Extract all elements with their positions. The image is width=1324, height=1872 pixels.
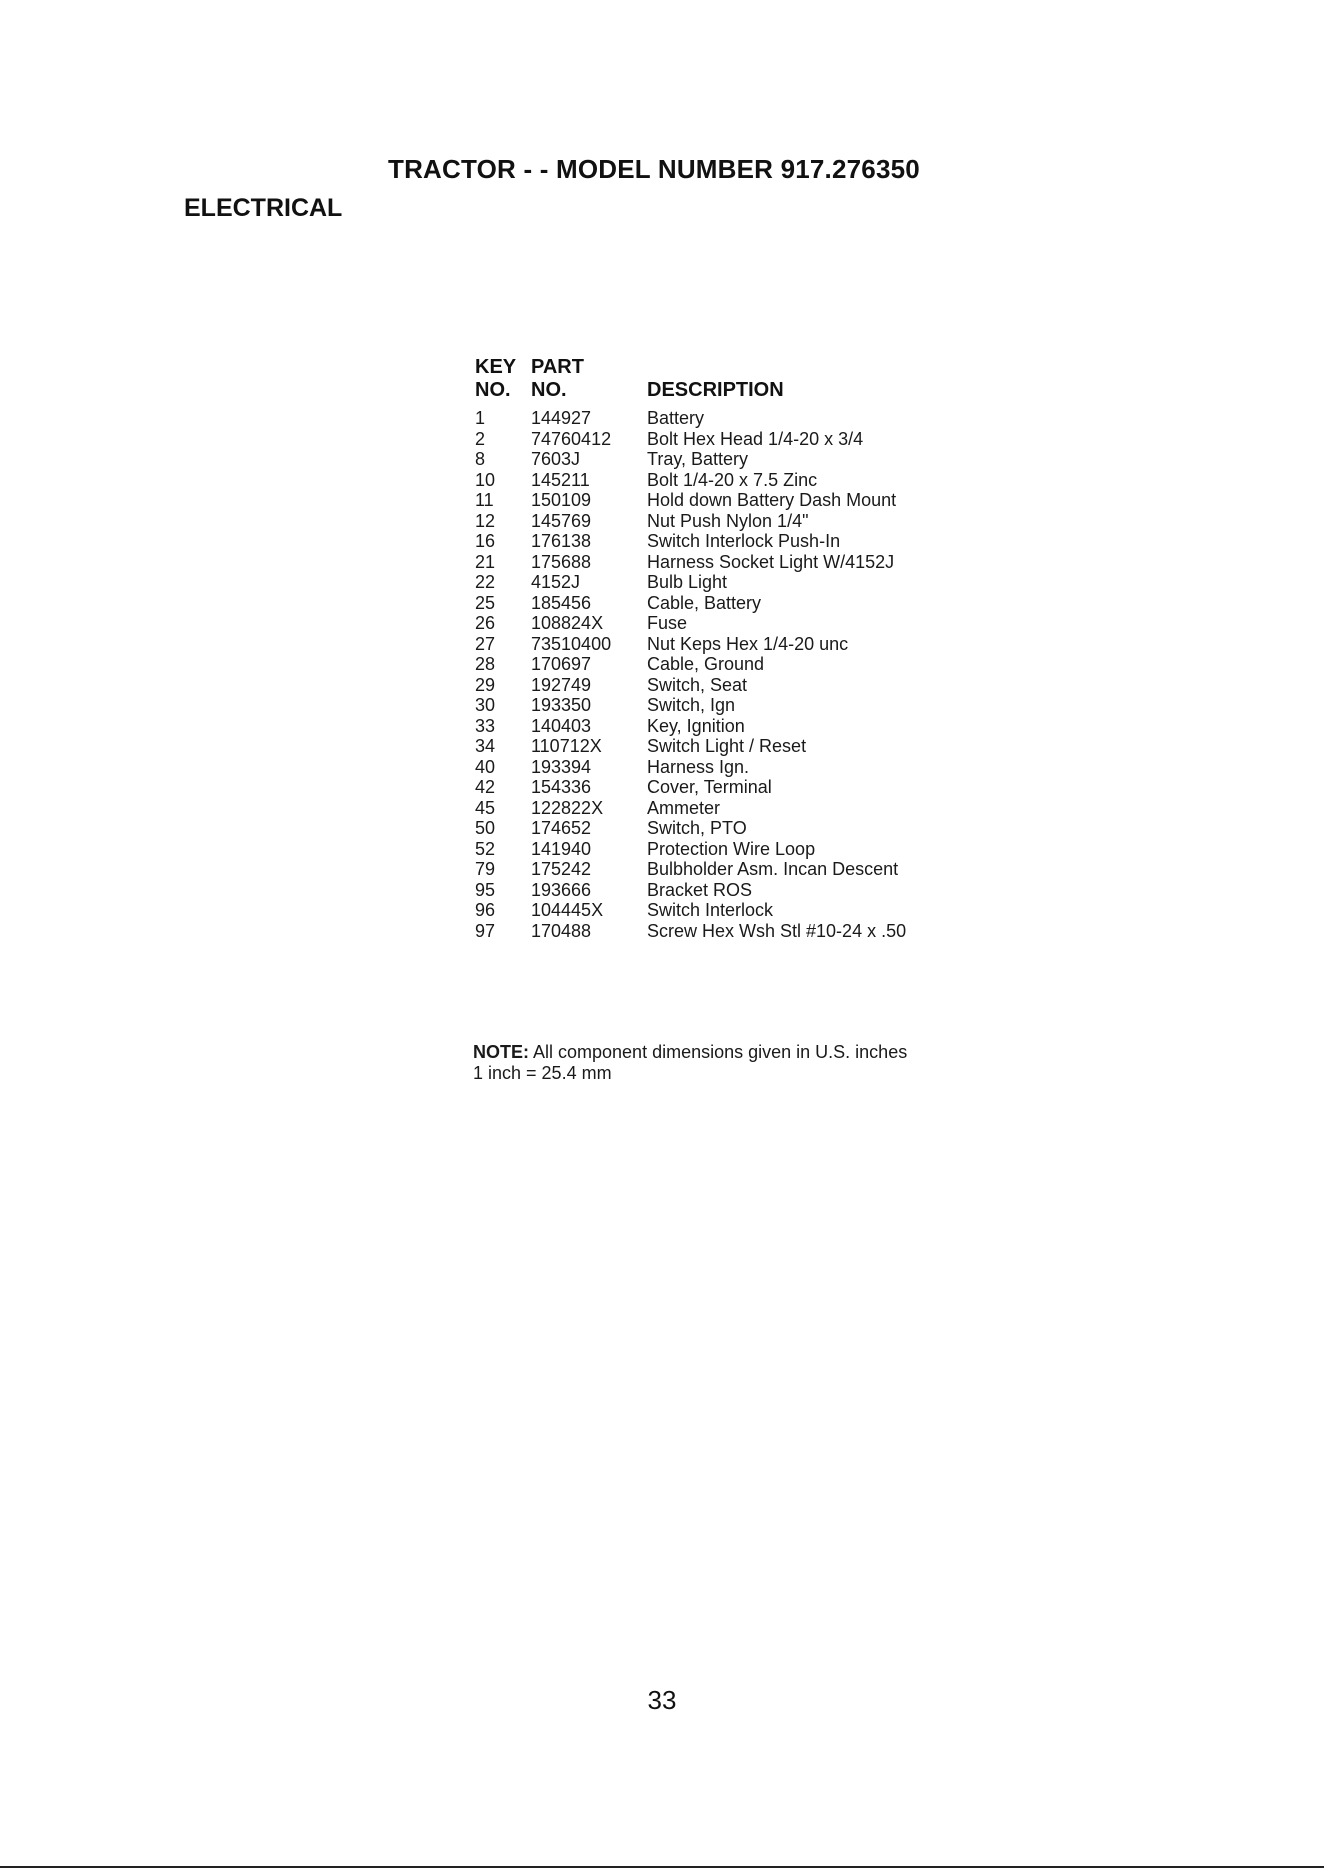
row-key-no: 10	[475, 469, 496, 490]
row-key-no: 96	[475, 900, 496, 920]
row-description: Key, Ignition	[647, 715, 745, 736]
row-part-no: 144927	[531, 408, 592, 428]
table-row	[475, 470, 995, 491]
row-key-no: 28	[475, 654, 496, 674]
row-description: Screw Hex Wsh Stl #10-24 x .50	[647, 920, 907, 941]
row-key-no: 95	[475, 879, 496, 900]
row-key-no: 34	[475, 736, 496, 756]
table-row	[475, 695, 995, 716]
row-key-no: 29	[475, 674, 496, 695]
row-part-no: 170488	[531, 920, 592, 941]
note-label: NOTE:	[473, 1042, 529, 1062]
table-row	[475, 675, 995, 696]
row-description: Cover, Terminal	[647, 777, 772, 797]
row-key-no: 40	[475, 756, 496, 777]
table-row	[475, 449, 995, 470]
table-row	[475, 531, 995, 552]
row-key-no: 11	[475, 490, 494, 510]
row-part-no: 193394	[531, 756, 592, 777]
table-header-line-2	[475, 379, 995, 402]
row-description: Nut Keps Hex 1/4-20 unc	[647, 633, 849, 654]
row-description: Bracket ROS	[647, 879, 753, 900]
row-key-no: 50	[475, 818, 496, 838]
row-description: Bulbholder Asm. Incan Descent	[647, 859, 899, 879]
row-part-no: 170697	[531, 654, 592, 674]
row-description: Hold down Battery Dash Mount	[647, 490, 897, 510]
table-row	[475, 900, 995, 921]
section-title: ELECTRICAL	[184, 194, 343, 222]
table-row	[475, 511, 995, 532]
row-part-no: 176138	[531, 531, 592, 551]
row-part-no: 140403	[531, 715, 592, 736]
row-part-no: 193666	[531, 879, 592, 900]
table-row	[475, 921, 995, 942]
row-part-no: 175242	[531, 859, 592, 879]
row-description: Bolt 1/4-20 x 7.5 Zinc	[647, 469, 818, 490]
row-description: Switch Interlock Push-In	[647, 531, 841, 551]
row-part-no: 110712X	[531, 736, 602, 756]
table-body	[475, 408, 995, 941]
bottom-rule	[0, 1866, 1324, 1868]
header-description: DESCRIPTION	[647, 379, 784, 401]
table-row	[475, 572, 995, 593]
row-description: Fuse	[647, 613, 688, 633]
row-part-no: 104445X	[531, 900, 604, 920]
table-row	[475, 839, 995, 860]
row-part-no: 73510400	[531, 633, 612, 654]
note	[473, 1042, 907, 1084]
table-row	[475, 818, 995, 839]
table-row	[475, 757, 995, 778]
row-description: Switch, Seat	[647, 674, 748, 695]
row-description: Switch, PTO	[647, 818, 747, 838]
row-key-no: 25	[475, 592, 496, 613]
table-row	[475, 654, 995, 675]
row-description: Cable, Ground	[647, 654, 765, 674]
table-row	[475, 859, 995, 880]
row-description: Switch Interlock	[647, 900, 774, 920]
row-key-no: 26	[475, 613, 496, 633]
page-number: 33	[647, 1685, 677, 1715]
row-part-no: 192749	[531, 674, 592, 695]
table-row	[475, 634, 995, 655]
row-part-no: 145769	[531, 510, 592, 531]
table-row	[475, 613, 995, 634]
row-key-no: 21	[475, 551, 496, 572]
note-text: All component dimensions given in U.S. inches	[529, 1042, 908, 1062]
row-key-no: 12	[475, 510, 496, 531]
table-row	[475, 429, 995, 450]
row-description: Battery	[647, 408, 705, 428]
row-part-no: 150109	[531, 490, 592, 510]
table-row	[475, 408, 995, 429]
header-part: PART	[531, 356, 584, 378]
row-part-no: 108824X	[531, 613, 604, 633]
row-part-no: 7603J	[531, 449, 581, 469]
note-line-1	[473, 1042, 907, 1063]
row-part-no: 141940	[531, 838, 592, 859]
header-key-no: NO.	[475, 379, 511, 401]
table-row	[475, 798, 995, 819]
row-key-no: 27	[475, 633, 496, 654]
table-header-line-1	[475, 356, 995, 379]
row-key-no: 30	[475, 695, 496, 715]
row-key-no: 2	[475, 428, 486, 449]
row-description: Harness Socket Light W/4152J	[647, 551, 895, 572]
row-part-no: 174652	[531, 818, 592, 838]
row-key-no: 1	[475, 408, 486, 428]
row-description: Cable, Battery	[647, 592, 762, 613]
row-part-no: 175688	[531, 551, 592, 572]
header-key: KEY	[475, 356, 517, 378]
row-part-no: 154336	[531, 777, 592, 797]
row-part-no: 145211	[531, 469, 590, 490]
row-description: Protection Wire Loop	[647, 838, 816, 859]
row-description: Switch, Ign	[647, 695, 736, 715]
row-key-no: 52	[475, 838, 496, 859]
row-part-no: 122822X	[531, 797, 604, 818]
row-description: Tray, Battery	[647, 449, 749, 469]
row-part-no: 193350	[531, 695, 592, 715]
table-row	[475, 736, 995, 757]
row-part-no: 4152J	[531, 572, 581, 592]
row-key-no: 79	[475, 859, 496, 879]
row-part-no: 185456	[531, 592, 592, 613]
row-key-no: 8	[475, 449, 486, 469]
row-key-no: 22	[475, 572, 496, 592]
row-key-no: 16	[475, 531, 496, 551]
row-part-no: 74760412	[531, 428, 612, 449]
table-row	[475, 716, 995, 737]
row-key-no: 45	[475, 797, 496, 818]
page-title: TRACTOR - - MODEL NUMBER 917.276350	[388, 154, 920, 184]
note-line-2: 1 inch = 25.4 mm	[473, 1063, 612, 1083]
table-row	[475, 490, 995, 511]
table-row	[475, 552, 995, 573]
header-part-no: NO.	[531, 379, 567, 401]
row-description: Harness Ign.	[647, 756, 750, 777]
parts-table	[475, 356, 995, 941]
table-row	[475, 777, 995, 798]
table-row	[475, 880, 995, 901]
row-description: Ammeter	[647, 797, 721, 818]
row-description: Nut Push Nylon 1/4"	[647, 510, 809, 531]
row-key-no: 97	[475, 920, 496, 941]
row-description: Bulb Light	[647, 572, 728, 592]
row-key-no: 42	[475, 777, 496, 797]
row-description: Switch Light / Reset	[647, 736, 807, 756]
table-row	[475, 593, 995, 614]
row-description: Bolt Hex Head 1/4-20 x 3/4	[647, 428, 864, 449]
row-key-no: 33	[475, 715, 496, 736]
